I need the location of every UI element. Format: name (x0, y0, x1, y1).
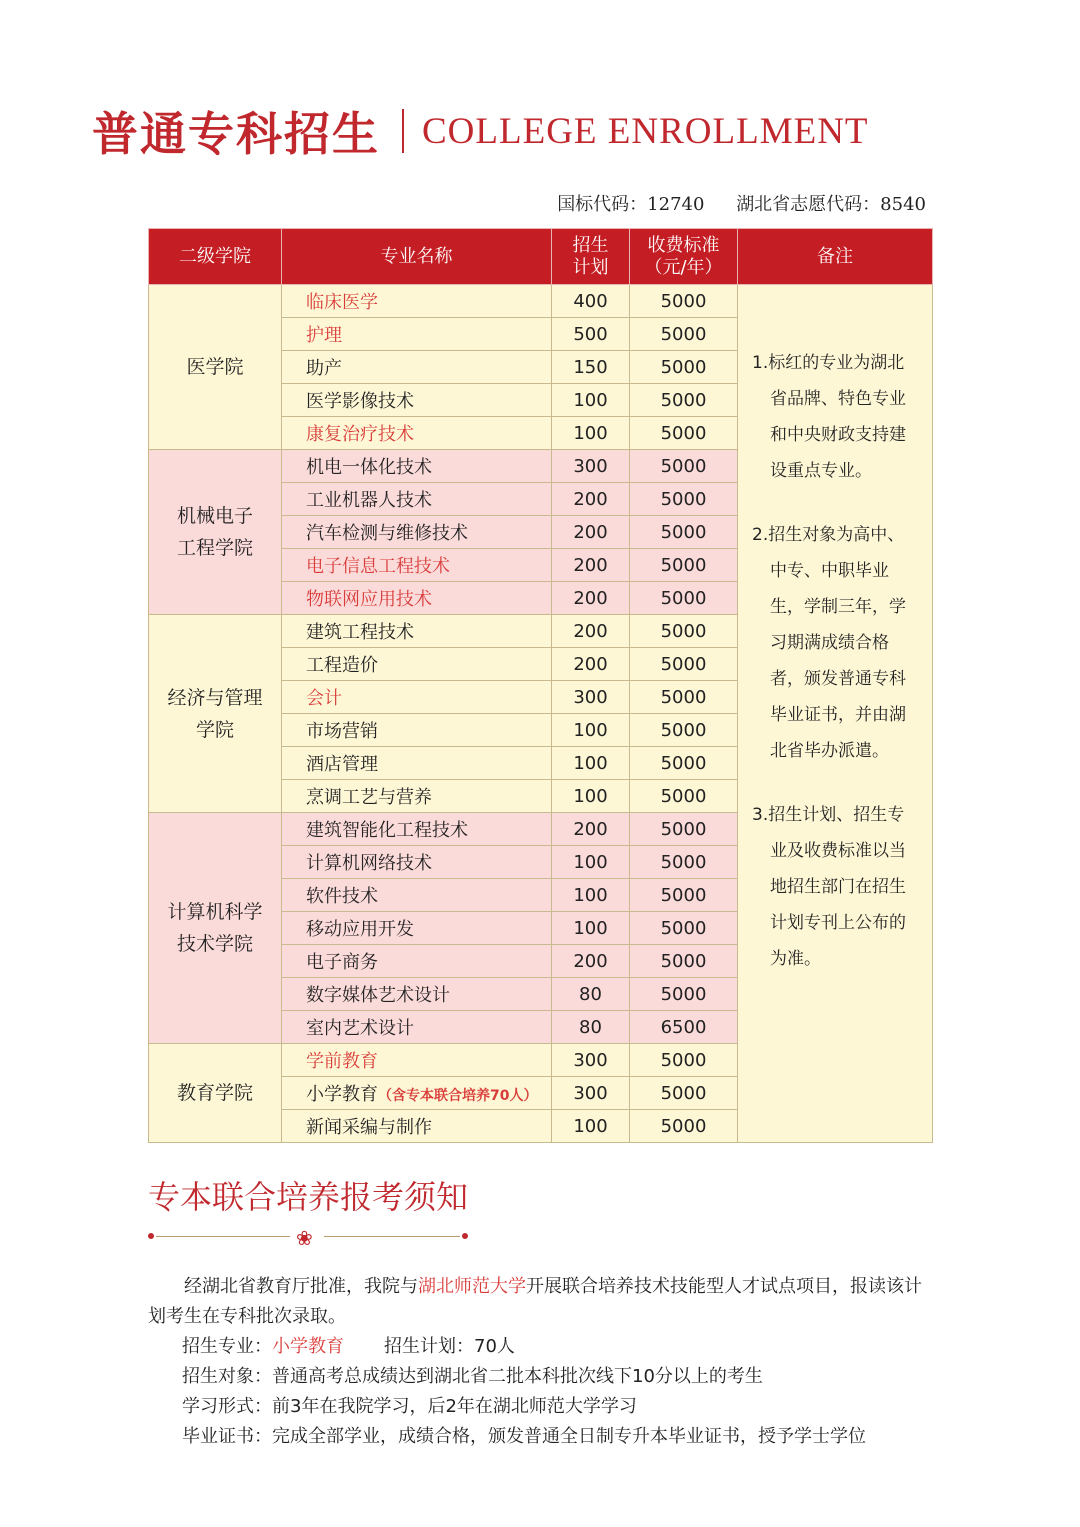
college-cell: 计算机科学 技术学院 (149, 813, 282, 1044)
major-cell: 临床医学 (282, 285, 552, 318)
plan-cell: 400 (552, 285, 630, 318)
fee-cell: 5000 (630, 681, 738, 714)
plan-cell: 100 (552, 912, 630, 945)
fee-cell: 5000 (630, 285, 738, 318)
fee-cell: 5000 (630, 978, 738, 1011)
page-header (92, 98, 869, 164)
major-cell: 烹调工艺与营养 (282, 780, 552, 813)
joint-program-paragraph: 经湖北省教育厅批准，我院与湖北师范大学开展联合培养技术技能型人才试点项目，报读该计划考生在专科批次录取。 (148, 1276, 922, 1327)
fee-cell: 5000 (630, 747, 738, 780)
plan-cell: 200 (552, 483, 630, 516)
plan-cell: 200 (552, 615, 630, 648)
plan-cell: 150 (552, 351, 630, 384)
header-major: 专业名称 (282, 229, 552, 285)
major-cell: 工程造价 (282, 648, 552, 681)
note-3: 3.招生计划、招生专业及收费标准以当地招生部门在招生计划专刊上公布的为准。 (752, 805, 906, 969)
fee-cell: 5000 (630, 384, 738, 417)
major-cell: 小学教育（含专本联合培养70人） (282, 1077, 552, 1110)
plan-cell: 200 (552, 516, 630, 549)
header-fee: 收费标准 （元/年） (630, 229, 738, 285)
college-cell: 经济与管理 学院 (149, 615, 282, 813)
page-title-en: COLLEGE ENROLLMENT (422, 110, 869, 152)
fee-cell: 5000 (630, 714, 738, 747)
fee-cell: 5000 (630, 582, 738, 615)
info-target: 招生对象：普通高考总成绩达到湖北省二批本科批次线下10分以上的考生 (182, 1366, 763, 1387)
table-row (149, 285, 933, 318)
joint-program-section (148, 1172, 938, 1452)
college-cell: 医学院 (149, 285, 282, 450)
major-cell: 物联网应用技术 (282, 582, 552, 615)
major-cell: 新闻采编与制作 (282, 1110, 552, 1143)
major-cell: 建筑智能化工程技术 (282, 813, 552, 846)
note-2: 2.招生对象为高中、中专、中职毕业生，学制三年，学习期满成绩合格者，颁发普通专科毕业证书，并由湖北省毕办派遣。 (752, 525, 906, 761)
title-ornament (148, 1226, 468, 1248)
plan-cell: 100 (552, 714, 630, 747)
major-cell: 工业机器人技术 (282, 483, 552, 516)
plan-cell: 100 (552, 384, 630, 417)
plan-cell: 200 (552, 945, 630, 978)
major-cell: 建筑工程技术 (282, 615, 552, 648)
plan-cell: 100 (552, 780, 630, 813)
plan-cell: 100 (552, 417, 630, 450)
major-cell: 电子信息工程技术 (282, 549, 552, 582)
plan-cell: 80 (552, 978, 630, 1011)
major-cell: 移动应用开发 (282, 912, 552, 945)
page-title-cn: 普通专科招生 (92, 107, 380, 161)
code-line (531, 190, 926, 216)
college-cell: 机械电子 工程学院 (149, 450, 282, 615)
fee-cell: 5000 (630, 912, 738, 945)
major-cell: 计算机网络技术 (282, 846, 552, 879)
title-divider (402, 109, 404, 153)
fee-cell: 5000 (630, 879, 738, 912)
national-code: 国标代码：12740 (557, 194, 705, 215)
header-college: 二级学院 (149, 229, 282, 285)
provincial-code: 湖北省志愿代码：8540 (736, 194, 926, 215)
joint-program-title: 专本联合培养报考须知 (148, 1178, 469, 1216)
fee-cell: 5000 (630, 1044, 738, 1077)
major-cell: 护理 (282, 318, 552, 351)
plan-cell: 100 (552, 1110, 630, 1143)
major-cell: 会计 (282, 681, 552, 714)
major-cell: 数字媒体艺术设计 (282, 978, 552, 1011)
fee-cell: 5000 (630, 846, 738, 879)
plan-cell: 300 (552, 681, 630, 714)
college-cell: 教育学院 (149, 1044, 282, 1143)
plan-cell: 80 (552, 1011, 630, 1044)
plan-cell: 100 (552, 846, 630, 879)
major-cell: 电子商务 (282, 945, 552, 978)
table-header-row (149, 229, 933, 285)
fee-cell: 5000 (630, 945, 738, 978)
plan-cell: 100 (552, 747, 630, 780)
plan-cell: 300 (552, 1077, 630, 1110)
fee-cell: 5000 (630, 1077, 738, 1110)
major-cell: 康复治疗技术 (282, 417, 552, 450)
fee-cell: 6500 (630, 1011, 738, 1044)
fee-cell: 5000 (630, 549, 738, 582)
flower-icon: ❀ (296, 1226, 313, 1250)
fee-cell: 5000 (630, 780, 738, 813)
major-cell: 汽车检测与维修技术 (282, 516, 552, 549)
info-study-form: 学习形式：前3年在我院学习，后2年在湖北师范大学学习 (182, 1396, 637, 1417)
fee-cell: 5000 (630, 450, 738, 483)
fee-cell: 5000 (630, 1110, 738, 1143)
plan-cell: 200 (552, 549, 630, 582)
plan-cell: 200 (552, 813, 630, 846)
fee-cell: 5000 (630, 516, 738, 549)
fee-cell: 5000 (630, 483, 738, 516)
fee-cell: 5000 (630, 615, 738, 648)
fee-cell: 5000 (630, 813, 738, 846)
major-cell: 市场营销 (282, 714, 552, 747)
notes-cell (738, 285, 933, 1143)
enrollment-table (148, 228, 933, 1143)
major-cell: 软件技术 (282, 879, 552, 912)
major-cell: 学前教育 (282, 1044, 552, 1077)
plan-cell: 300 (552, 1044, 630, 1077)
plan-cell: 100 (552, 879, 630, 912)
major-cell: 助产 (282, 351, 552, 384)
major-cell: 酒店管理 (282, 747, 552, 780)
ornament-dot-icon (148, 1233, 154, 1239)
header-plan: 招生 计划 (552, 229, 630, 285)
info-certificate: 毕业证书：完成全部学业，成绩合格，颁发普通全日制专升本毕业证书，授予学士学位 (182, 1426, 866, 1447)
plan-cell: 300 (552, 450, 630, 483)
fee-cell: 5000 (630, 648, 738, 681)
plan-cell: 500 (552, 318, 630, 351)
note-1: 1.标红的专业为湖北省品牌、特色专业和中央财政支持建设重点专业。 (752, 353, 906, 481)
major-cell: 医学影像技术 (282, 384, 552, 417)
fee-cell: 5000 (630, 351, 738, 384)
header-notes: 备注 (738, 229, 933, 285)
ornament-dot-icon (462, 1233, 468, 1239)
fee-cell: 5000 (630, 417, 738, 450)
plan-cell: 200 (552, 648, 630, 681)
major-cell: 室内艺术设计 (282, 1011, 552, 1044)
info-major: 招生专业：小学教育 招生计划：70人 (182, 1336, 515, 1357)
plan-cell: 200 (552, 582, 630, 615)
major-note: （含专本联合培养70人） (378, 1088, 538, 1104)
major-cell: 机电一体化技术 (282, 450, 552, 483)
fee-cell: 5000 (630, 318, 738, 351)
